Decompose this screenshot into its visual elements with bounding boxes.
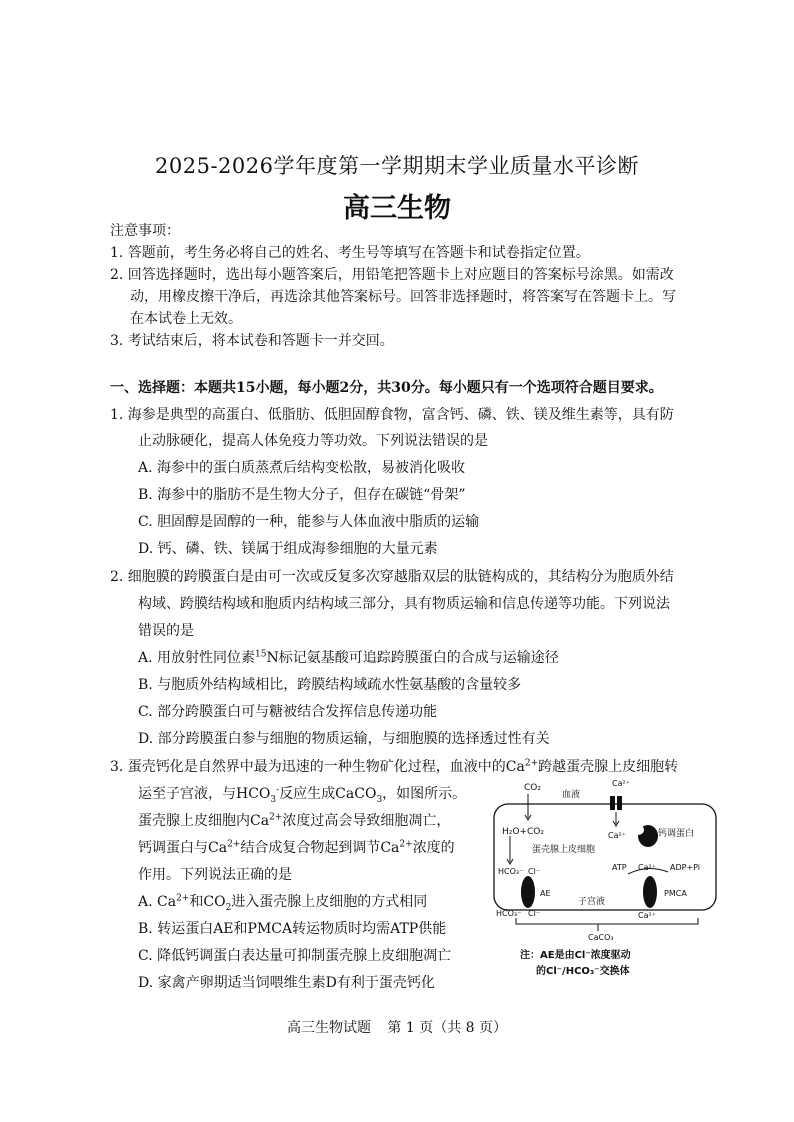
ca-in-label: Ca²⁺ [608,831,626,840]
q3-stem: 蛋壳腺上皮细胞内$Ca^{2+}$浓度过高会导致细胞凋亡， [138,812,451,829]
q1-option-a: A. 海参中的蛋白质蒸煮后结构变松散，易被消化吸收 [138,460,466,476]
ca-channel [610,796,615,810]
q2-option-d: D. 部分跨膜蛋白参与细胞的物质运输，与细胞膜的选择透过性有关 [138,731,550,747]
q3-option-d: D. 家禽产卵期适当饲喂维生素D有利于蛋壳钙化 [138,975,435,991]
pmca-pump [643,876,657,908]
q2-stem: 构域、跨膜结构域和胞质内结构域三部分，具有物质运输和信息传递等功能。下列说法 [138,596,670,612]
ca-mid-label: Ca²⁺ [638,863,656,872]
note-line-1: 注：AE是由Cl⁻浓度驱动 [520,950,631,961]
calcification-diagram [488,776,738,981]
cl-in-label: Cl⁻ [528,867,541,876]
uterine-boundary [516,918,698,924]
exam-title: 2025-2026学年度第一学期期末学业质量水平诊断 [155,154,639,178]
q3-stem: 作用。下列说法正确的是 [138,867,292,883]
uterine-label: 子宫液 [578,897,606,907]
q3-stem: 钙调蛋白与$Ca^{2+}$结合成复合物起到调节$Ca^{2+}$浓度的 [138,839,455,856]
adp-label: ADP+Pi [670,863,701,872]
q2-option-c: C. 部分跨膜蛋白可与糖被结合发挥信息传递功能 [138,704,438,720]
q1-stem: 1. 海参是典型的高蛋白、低脂肪、低胆固醇食物，富含钙、磷、铁、镁及维生素等，具有防 [110,407,674,423]
ae-transporter [521,876,535,908]
note-item: 1. 答题前，考生务必将自己的姓名、考生号等填写在答题卡和试卷指定位置。 [110,245,590,261]
q3-stem: 运至子宫液，与$HCO_3^-$反应生成CaCO$_3$，如图所示。 [138,785,467,805]
note-item: 3. 考试结束后，将本试卷和答题卡一并交回。 [110,333,394,349]
q3-stem: 3. 蛋壳钙化是自然界中最为迅速的一种生物矿化过程，血液中的$Ca^{2+}$跨越蛋壳腺上皮细胞转 [110,758,679,775]
ae-label: AE [540,889,551,898]
q1-option-c: C. 胆固醇是固醇的一种，能参与人体血液中脂质的运输 [138,514,480,530]
note-item: 动，用橡皮擦干净后，再选涂其他答案标号。回答非选择题时，将答案写在答题卡上。写 [130,289,676,305]
q1-stem: 止动脉硬化，提高人体免疫力等功效。下列说法错误的是 [138,433,488,449]
calmodulin-notch [632,825,644,835]
notes-heading: 注意事项： [110,223,180,239]
q3-option-a: A. $Ca^{2+}$和$CO_2$进入蛋壳腺上皮细胞的方式相同 [138,893,428,913]
ca-channel [617,796,622,810]
h2o-co2-label: H₂O+CO₂ [502,827,544,837]
note-item: 2. 回答选择题时，选出每小题答案后，用铅笔把答题卡上对应题目的答案标号涂黑。如需改 [110,267,674,283]
q2-option-b: B. 与胞质外结构域相比，跨膜结构域疏水性氨基酸的含量较多 [138,677,522,693]
section-heading: 一、选择题：本题共15小题，每小题2分，共30分。每小题只有一个选项符合题目要求。 [110,380,663,396]
ca-out-label: Ca²⁺ [638,911,656,920]
note-line-2: 的Cl⁻/HCO₃⁻交换体 [536,966,630,977]
note-item: 在本试卷上无效。 [130,311,242,327]
q3-option-c: C. 降低钙调蛋白表达量可抑制蛋壳腺上皮细胞凋亡 [138,948,452,964]
q1-option-d: D. 钙、磷、铁、镁属于组成海参细胞的大量元素 [138,541,438,557]
q3-option-b: B. 转运蛋白AE和PMCA转运物质时均需ATP供能 [138,921,447,937]
co2-top-label: CO₂ [524,783,541,793]
hco3-out-label: HCO₃⁻ [496,909,522,918]
calmodulin-label: 钙调蛋白 [658,829,695,839]
q1-option-b: B. 海参中的脂肪不是生物大分子，但存在碳链“骨架” [138,487,466,503]
hco3-in-label: HCO₃⁻ [498,867,524,876]
q2-stem: 2. 细胞膜的跨膜蛋白是由可一次或反复多次穿越脂双层的肽链构成的，其结构分为胞质外结 [110,569,674,585]
cl-out-label: Cl⁻ [528,909,541,918]
q2-option-a: A. 用放射性同位素$^{15}$N标记氨基酸可追踪跨膜蛋白的合成与运输途径 [138,649,559,666]
pmca-label: PMCA [664,889,687,898]
blood-label: 血液 [562,790,581,800]
atp-label: ATP [612,863,627,872]
page-footer [0,1017,794,1037]
q2-stem: 错误的是 [138,623,194,639]
cell-label: 蛋壳腺上皮细胞 [532,845,596,855]
ca-channel-label: Ca²⁺ [612,779,630,788]
caco3-label: CaCO₃ [588,933,614,942]
footer-page: 第 1 页（共 8 页） [387,1020,508,1036]
footer-subject: 高三生物试题 [286,1020,371,1036]
subject-title: 高三生物 [343,193,451,224]
